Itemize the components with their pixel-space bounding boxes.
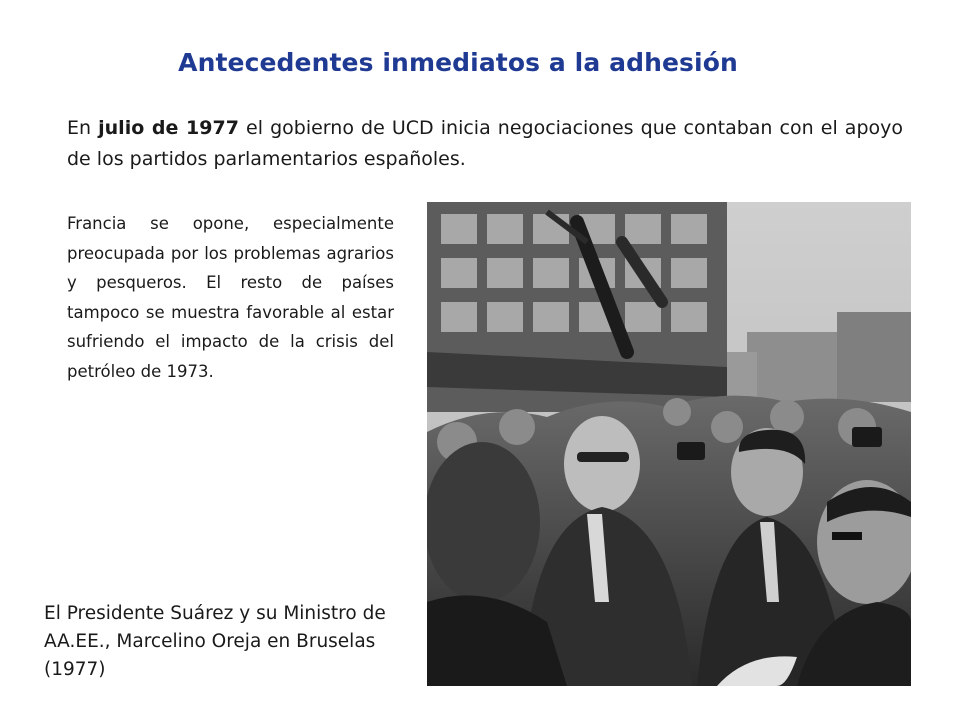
intro-emphasis: julio de 1977 bbox=[98, 117, 239, 139]
side-paragraph: Francia se opone, especialmente preocupada por los problemas agrarios y pesqueros. El resto de países tampoco se muestra favorable al estar sufriendo el impacto de la crisis del petróleo de 1973. bbox=[67, 214, 394, 381]
intro-before: En bbox=[67, 117, 99, 139]
slide-title: Antecedentes inmediatos a la adhesión bbox=[178, 48, 738, 77]
press-photo-illustration bbox=[427, 202, 911, 686]
press-photo bbox=[427, 202, 911, 686]
photo-caption: El Presidente Suárez y su Ministro de AA.EE., Marcelino Oreja en Bruselas (1977) bbox=[44, 603, 386, 680]
intro-after: el gobierno de UCD inicia negociaciones que contaban con el apoyo de los partidos parlamentarios españoles. bbox=[67, 117, 904, 170]
intro-paragraph bbox=[67, 113, 903, 175]
